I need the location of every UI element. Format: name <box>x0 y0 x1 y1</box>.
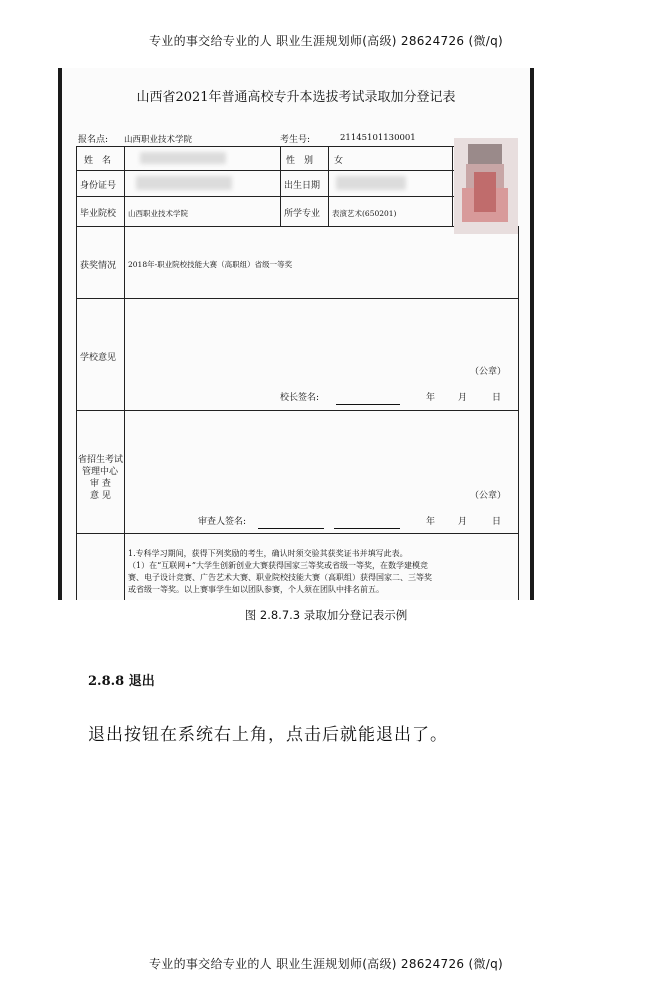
table-rule <box>76 533 518 534</box>
table-rule <box>76 410 518 411</box>
major-label: 所学专业 <box>284 209 321 219</box>
reviewer-sign-line <box>258 528 324 529</box>
table-rule <box>328 146 329 226</box>
scan-edge-left <box>58 68 62 600</box>
center-label-line: 省招生考试 <box>78 455 124 465</box>
school-label: 毕业院校 <box>80 209 117 219</box>
center-seal-text: （公章） <box>470 491 507 501</box>
section-heading <box>88 670 155 689</box>
table-rule <box>280 146 281 226</box>
school-seal-text: （公章） <box>470 367 507 377</box>
school-opinion-label: 学校意见 <box>80 353 117 363</box>
page-header: 专业的事交给专业的人 职业生涯规划师(高级) 28624726 (微/q) <box>148 34 503 48</box>
form-note-line: 或省级一等奖。以上赛事学生如以团队参赛，个人须在团队中排名前五。 <box>128 585 384 594</box>
redacted-id <box>136 176 232 190</box>
report-point-value: 山西职业技术学院 <box>124 135 193 145</box>
birth-label: 出生日期 <box>284 181 321 191</box>
exam-no-label: 考生号: <box>280 135 311 145</box>
figure-caption: 图 2.8.7.3 录取加分登记表示例 <box>244 608 408 622</box>
gender-value: 女 <box>334 156 344 166</box>
form-title: 山西省2021年普通高校专升本选拔考试录取加分登记表 <box>136 90 456 105</box>
center-label-line: 管理中心 <box>82 467 119 477</box>
table-rule <box>518 226 519 600</box>
center-label-line: 意 见 <box>90 491 111 501</box>
principal-sign-label: 校长签名: <box>280 393 320 403</box>
registration-form-image <box>58 68 534 600</box>
award-label: 获奖情况 <box>80 261 117 271</box>
section-number: 2.8.8 <box>88 674 125 689</box>
form-note-line: （1）在“互联网+”大学生创新创业大赛获得国家三等奖或省级一等奖，在数学建模竞 <box>128 561 428 570</box>
principal-sign-line <box>336 404 400 405</box>
opinion-month: 月 <box>458 393 468 403</box>
review-year: 年 <box>426 517 436 527</box>
major-value: 表演艺术(650201) <box>332 209 397 218</box>
page-footer: 专业的事交给专业的人 职业生涯规划师(高级) 28624726 (微/q) <box>148 957 503 971</box>
center-label-line: 审 查 <box>90 479 111 489</box>
form-note-line: 1.专科学习期间，获得下列奖励的考生，确认时须交验其获奖证书并填写此表。 <box>128 549 408 558</box>
scan-edge-right <box>530 68 534 600</box>
section-title: 退出 <box>128 674 155 689</box>
reviewer-sign-line-2 <box>334 528 400 529</box>
table-rule <box>76 146 77 600</box>
gender-label: 性 别 <box>286 156 314 166</box>
name-label: 姓 名 <box>84 156 112 166</box>
report-point-label: 报名点: <box>78 135 109 145</box>
redacted-name <box>140 152 226 164</box>
opinion-day: 日 <box>492 393 502 403</box>
applicant-photo-redacted <box>454 138 518 234</box>
reviewer-sign-label: 审查人签名: <box>198 517 247 527</box>
id-label: 身份证号 <box>80 181 117 191</box>
school-value: 山西职业技术学院 <box>128 209 188 218</box>
review-day: 日 <box>492 517 502 527</box>
table-rule <box>452 146 453 226</box>
body-paragraph: 退出按钮在系统右上角，点击后就能退出了。 <box>88 725 448 745</box>
table-rule <box>124 146 125 600</box>
review-month: 月 <box>458 517 468 527</box>
table-rule <box>76 226 518 227</box>
exam-no-value: 21145101130001 <box>340 133 416 143</box>
form-note-line: 赛、电子设计竞赛、广告艺术大赛、职业院校技能大赛（高职组）获得国家二、三等奖 <box>128 573 432 582</box>
opinion-year: 年 <box>426 393 436 403</box>
redacted-birth <box>336 176 406 190</box>
table-rule <box>76 298 518 299</box>
award-value: 2018年-职业院校技能大赛（高职组）省级一等奖 <box>128 260 293 269</box>
